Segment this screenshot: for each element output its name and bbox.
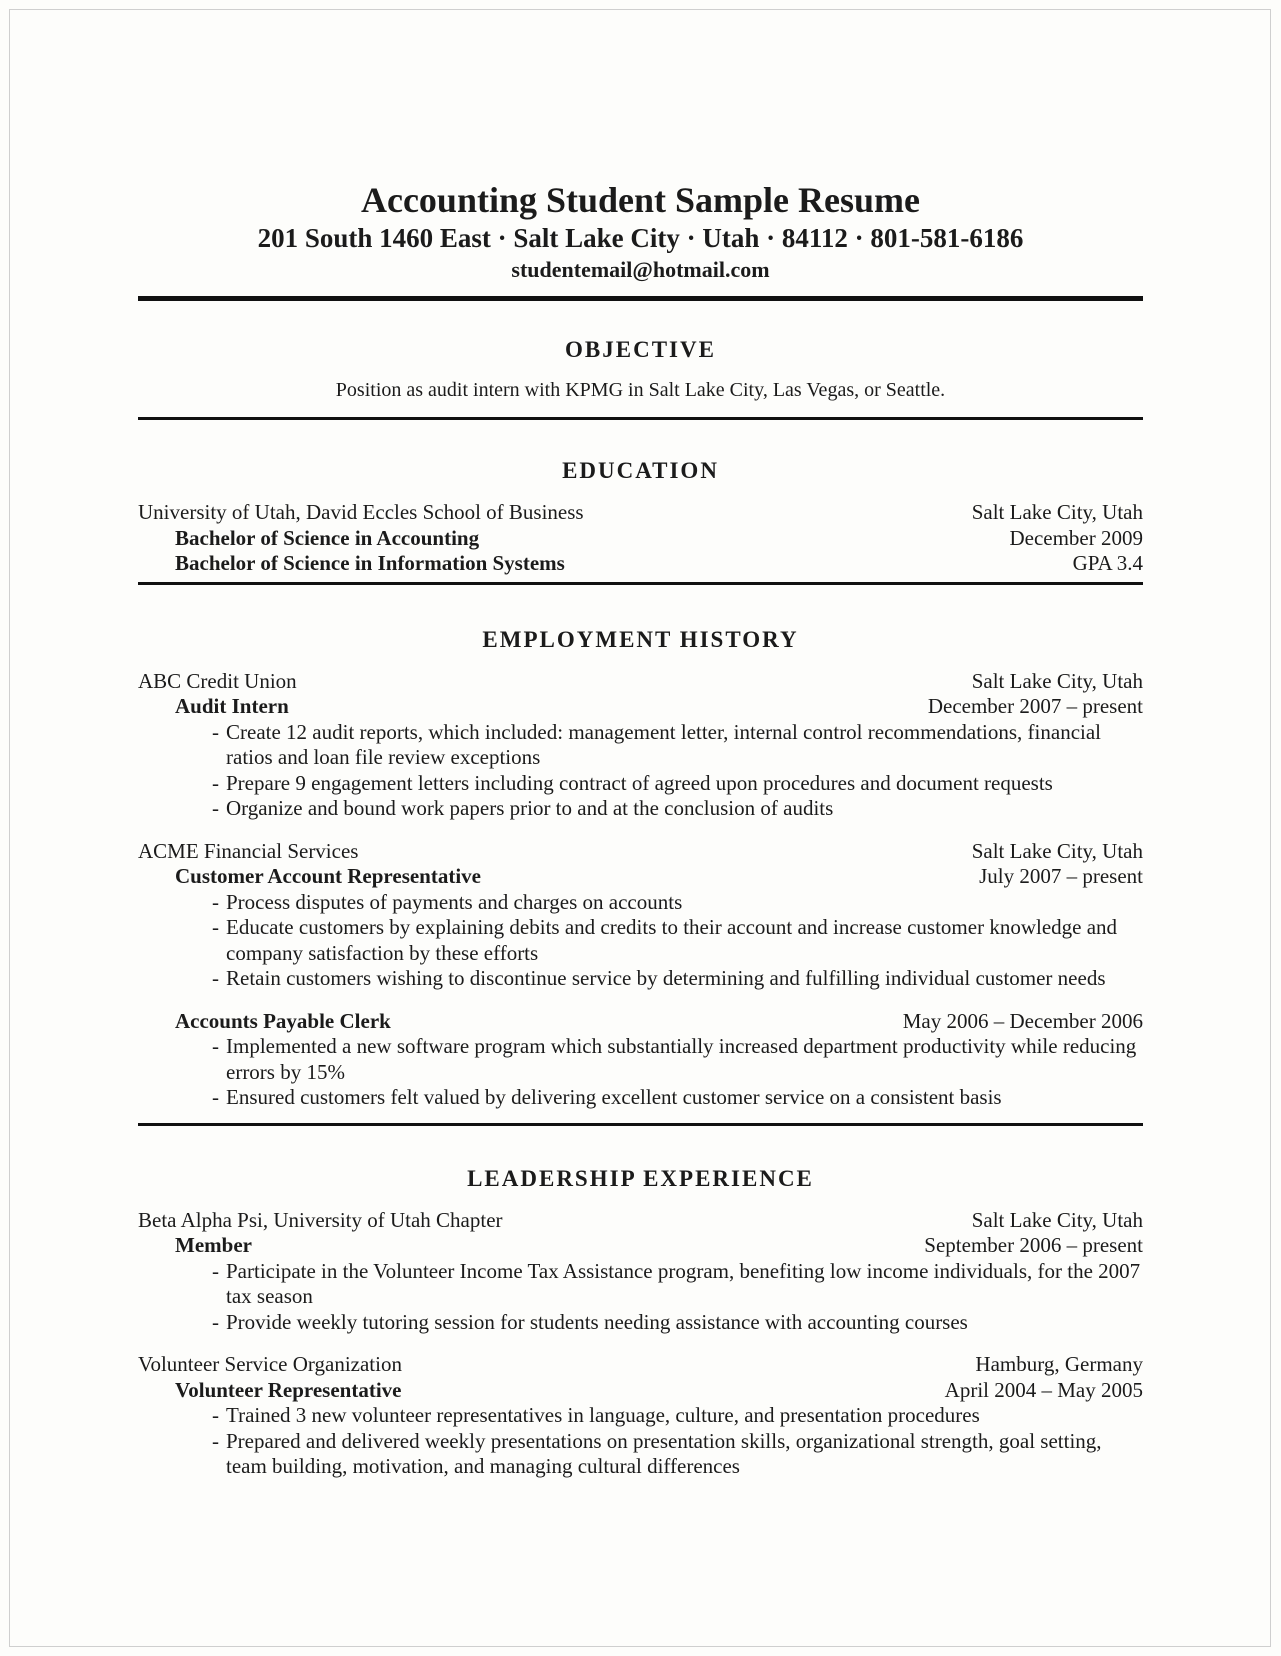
- job-title-row: [138, 864, 1143, 890]
- leadership-organization: Beta Alpha Psi, University of Utah Chapter: [138, 1207, 503, 1232]
- leadership-location: Salt Lake City, Utah: [971, 1207, 1143, 1232]
- leadership-entry: [138, 1208, 1143, 1336]
- job-bullet-list: [138, 1034, 1143, 1111]
- job-dates: July 2007 – present: [979, 864, 1143, 888]
- job-dates: December 2007 – present: [927, 694, 1143, 718]
- bullet-item: - Organize and bound work papers prior to and at the conclusion of audits: [212, 796, 1143, 822]
- education-row: [138, 551, 1143, 577]
- leadership-dates: April 2004 – May 2005: [944, 1377, 1143, 1402]
- leadership-dates: September 2006 – present: [924, 1233, 1143, 1257]
- education-location: Salt Lake City, Utah: [971, 500, 1143, 524]
- education-block: [138, 500, 1143, 577]
- leadership-org-row: [138, 1208, 1143, 1234]
- bullet-item: - Implemented a new software program which substantially increased department productivity while reducing errors by 15%: [212, 1034, 1143, 1085]
- job-entry: [138, 669, 1143, 822]
- resume-header: [138, 178, 1143, 286]
- employment-heading: EMPLOYMENT HISTORY: [482, 626, 799, 652]
- leadership-bullet-list: [138, 1403, 1143, 1480]
- job-title: Audit Intern: [175, 694, 289, 718]
- leadership-title: Member: [175, 1233, 252, 1257]
- job-org-row: [138, 839, 1143, 865]
- education-gpa: GPA 3.4: [1072, 551, 1143, 575]
- job-entry: [138, 1009, 1143, 1111]
- bullet-item: - Retain customers wishing to discontinue service by determining and fulfilling individual customer needs: [212, 966, 1143, 992]
- bullet-item: - Educate customers by explaining debits and credits to their account and increase customer knowledge and company satisfaction by these efforts: [212, 915, 1143, 966]
- education-row: [138, 500, 1143, 526]
- leadership-org-row: [138, 1352, 1143, 1378]
- job-title: Accounts Payable Clerk: [175, 1008, 391, 1033]
- leadership-entry: [138, 1352, 1143, 1480]
- header-divider: [138, 296, 1143, 301]
- bullet-item: - Prepared and delivered weekly presentations on presentation skills, organizational strength, goal setting, team building, motivation, and managing cultural differences: [212, 1429, 1143, 1480]
- leadership-title: Volunteer Representative: [175, 1377, 402, 1402]
- bullet-item: - Create 12 audit reports, which included: management letter, internal control recommendations, financial ratios and loan file review exceptions: [212, 720, 1143, 771]
- job-title: Customer Account Representative: [175, 864, 482, 888]
- objective-heading: OBJECTIVE: [565, 337, 716, 362]
- objective-text: Position as audit intern with KPMG in Salt Lake City, Las Vegas, or Seattle.: [335, 379, 946, 401]
- job-organization: ACME Financial Services: [138, 838, 359, 863]
- job-dates: May 2006 – December 2006: [902, 1008, 1143, 1033]
- job-location: Salt Lake City, Utah: [971, 668, 1143, 693]
- resume-title: Accounting Student Sample Resume: [360, 180, 921, 220]
- contact-address: 201 South 1460 East · Salt Lake City · Utah · 84112 · 801-581-6186: [257, 223, 1024, 253]
- job-organization: ABC Credit Union: [138, 668, 297, 693]
- job-location: Salt Lake City, Utah: [971, 838, 1143, 863]
- job-title-row: [138, 694, 1143, 720]
- education-divider: [138, 582, 1143, 585]
- job-title-row: [138, 1009, 1143, 1035]
- leadership-organization: Volunteer Service Organization: [138, 1352, 402, 1376]
- job-bullet-list: [138, 890, 1143, 992]
- leadership-title-row: [138, 1233, 1143, 1259]
- bullet-item: - Ensured customers felt valued by delivering excellent customer service on a consistent basis: [212, 1085, 1143, 1111]
- employment-divider: [138, 1123, 1143, 1126]
- job-entry: [138, 839, 1143, 992]
- bullet-item: - Participate in the Volunteer Income Tax Assistance program, benefiting low income individuals, for the 2007 tax season: [212, 1259, 1143, 1310]
- education-heading: EDUCATION: [562, 458, 719, 483]
- education-degree: Bachelor of Science in Accounting: [175, 525, 480, 550]
- job-bullet-list: [138, 720, 1143, 822]
- leadership-heading: LEADERSHIP EXPERIENCE: [467, 1165, 814, 1191]
- education-date: December 2009: [1009, 525, 1143, 550]
- objective-divider: [138, 417, 1143, 420]
- leadership-location: Hamburg, Germany: [975, 1352, 1143, 1376]
- leadership-bullet-list: [138, 1259, 1143, 1336]
- contact-email: studentemail@hotmail.com: [511, 257, 770, 282]
- education-row: [138, 526, 1143, 552]
- bullet-item: - Process disputes of payments and charges on accounts: [212, 890, 1143, 916]
- education-school: University of Utah, David Eccles School of Business: [138, 500, 584, 524]
- education-degree: Bachelor of Science in Information Systems: [175, 551, 565, 575]
- bullet-item: - Prepare 9 engagement letters including contract of agreed upon procedures and document requests: [212, 771, 1143, 797]
- job-org-row: [138, 669, 1143, 695]
- resume-content: [138, 178, 1143, 1480]
- bullet-item: - Provide weekly tutoring session for students needing assistance with accounting courses: [212, 1310, 1143, 1336]
- bullet-item: - Trained 3 new volunteer representatives in language, culture, and presentation procedures: [212, 1403, 1143, 1429]
- leadership-title-row: [138, 1378, 1143, 1404]
